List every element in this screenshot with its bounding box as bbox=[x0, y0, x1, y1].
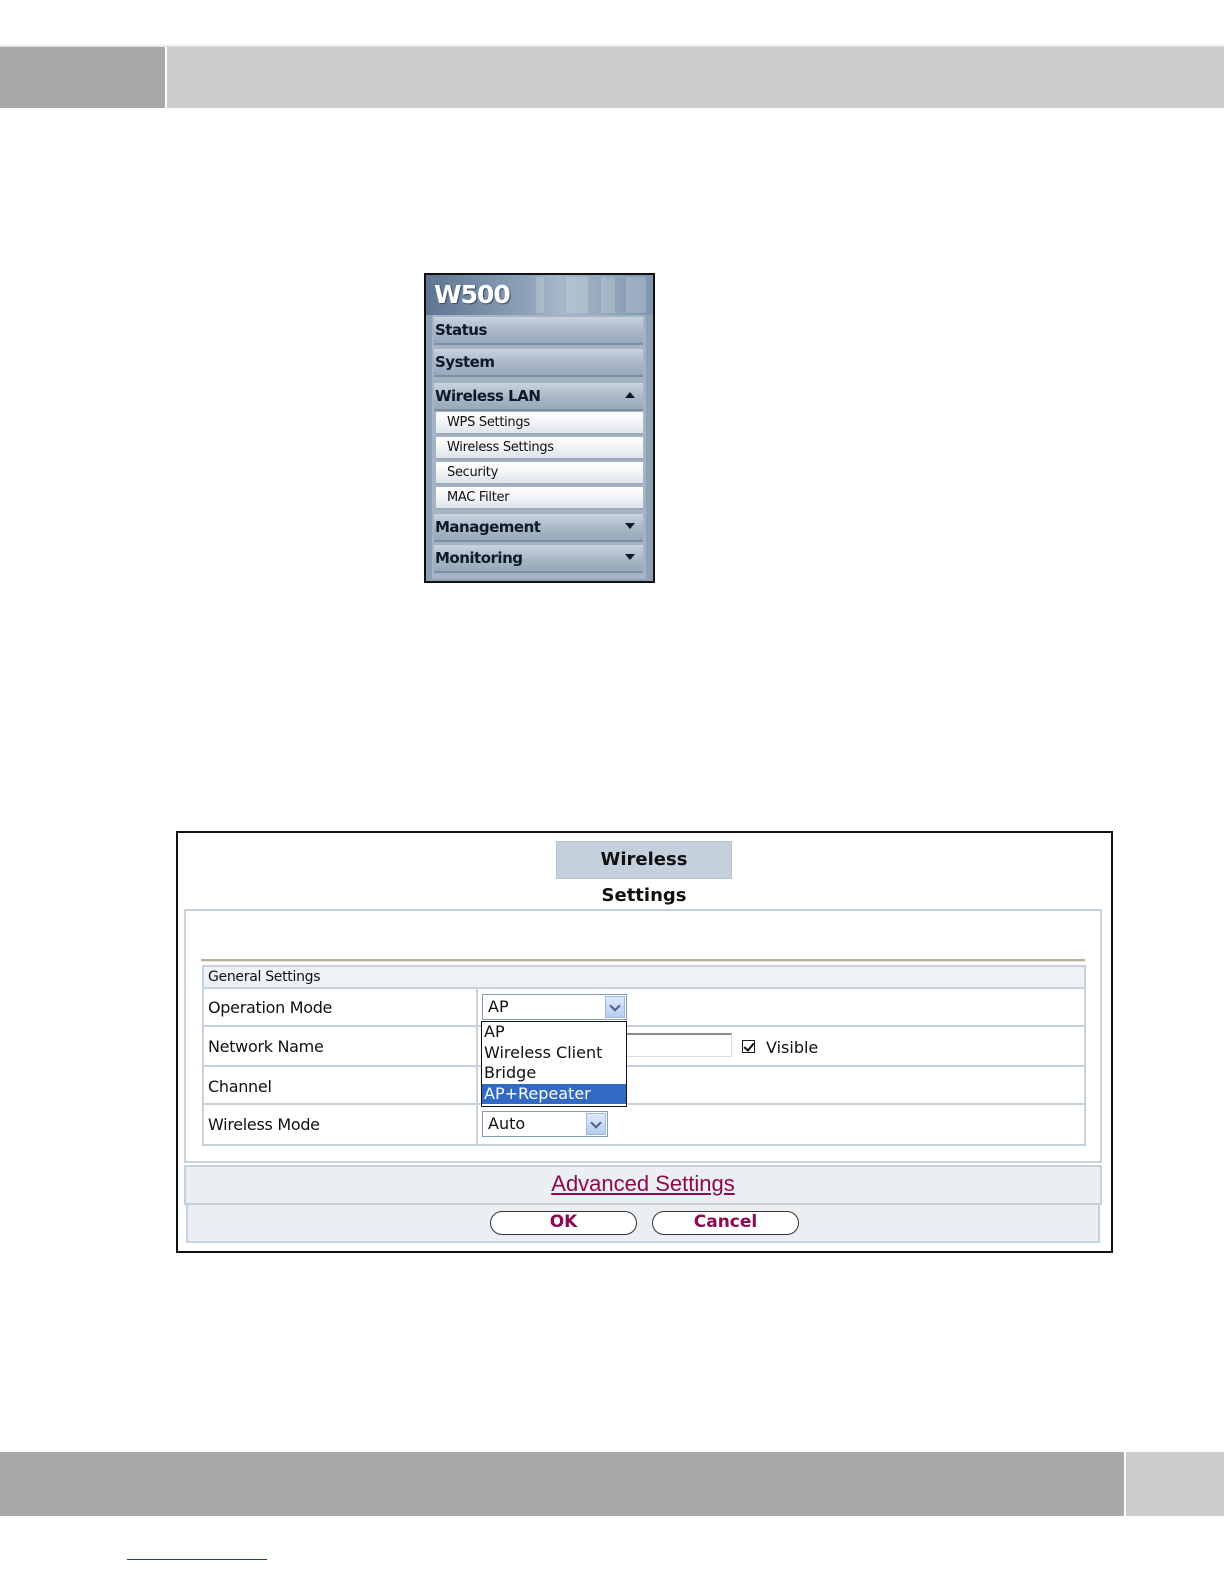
menu-item-label: Wireless LAN bbox=[435, 387, 541, 405]
menu-item-label: System bbox=[435, 353, 495, 371]
table-row-wireless-mode bbox=[204, 1105, 1084, 1144]
wireless-mode-value: Auto bbox=[488, 1114, 526, 1133]
chevron-down-icon[interactable] bbox=[586, 1113, 606, 1135]
dropdown-option-bridge[interactable]: Bridge bbox=[484, 1063, 537, 1082]
product-logo: W500 bbox=[434, 280, 510, 309]
page-title: Wireless Settings bbox=[556, 841, 732, 879]
menu-item-management[interactable] bbox=[434, 514, 643, 542]
network-name-label: Network Name bbox=[208, 1037, 324, 1056]
expand-arrow-icon bbox=[625, 554, 635, 560]
section-header: General Settings bbox=[204, 967, 1084, 989]
advanced-settings-bar bbox=[184, 1165, 1102, 1205]
submenu-item-label: MAC Filter bbox=[447, 490, 510, 505]
menu-item-label: Management bbox=[435, 518, 541, 536]
operation-mode-label: Operation Mode bbox=[208, 998, 333, 1017]
menu-item-status[interactable] bbox=[434, 317, 643, 345]
table-row-operation-mode bbox=[204, 989, 1084, 1027]
navigation-menu-screenshot bbox=[424, 273, 655, 583]
cancel-button[interactable]: Cancel bbox=[652, 1211, 799, 1235]
operation-mode-dropdown-list bbox=[481, 1021, 627, 1107]
submenu-item-security[interactable] bbox=[436, 462, 643, 485]
wireless-settings-screenshot bbox=[176, 831, 1113, 1253]
channel-label: Channel bbox=[208, 1077, 272, 1096]
settings-panel bbox=[184, 909, 1102, 1163]
button-bar bbox=[186, 1205, 1100, 1243]
visible-label: Visible bbox=[766, 1038, 819, 1057]
wireless-mode-select[interactable] bbox=[482, 1111, 608, 1137]
wireless-mode-label: Wireless Mode bbox=[208, 1115, 320, 1134]
dropdown-option-wireless-client[interactable]: Wireless Client bbox=[484, 1042, 603, 1062]
submenu-item-label: Security bbox=[447, 465, 498, 480]
dropdown-option-ap[interactable]: AP bbox=[484, 1022, 505, 1041]
operation-mode-select[interactable] bbox=[482, 994, 627, 1020]
collapse-arrow-icon bbox=[625, 392, 635, 398]
divider bbox=[201, 959, 1085, 962]
footer-bar-right bbox=[1126, 1452, 1224, 1516]
menu-item-wireless-lan[interactable] bbox=[434, 383, 643, 411]
menu-item-label: Monitoring bbox=[435, 549, 523, 567]
header-bar-left bbox=[0, 47, 165, 108]
submenu-item-wps-settings[interactable] bbox=[436, 412, 643, 435]
menu-item-monitoring[interactable] bbox=[434, 545, 643, 573]
menu-item-label: Status bbox=[435, 321, 487, 339]
header-bar-right bbox=[167, 47, 1224, 108]
ok-button[interactable]: OK bbox=[490, 1211, 637, 1235]
chevron-down-icon[interactable] bbox=[605, 996, 625, 1018]
expand-arrow-icon bbox=[625, 523, 635, 529]
visible-checkbox[interactable] bbox=[742, 1040, 755, 1053]
advanced-settings-link[interactable]: Advanced Settings bbox=[551, 1171, 735, 1196]
submenu-item-mac-filter[interactable] bbox=[436, 487, 643, 510]
operation-mode-value: AP bbox=[488, 997, 509, 1016]
submenu-item-wireless-settings[interactable] bbox=[436, 437, 643, 460]
table-row-channel bbox=[204, 1067, 1084, 1105]
footer-bar-left bbox=[0, 1452, 1124, 1516]
menu-header bbox=[426, 275, 653, 315]
footer-rule bbox=[127, 1559, 267, 1560]
submenu-item-label: Wireless Settings bbox=[447, 440, 554, 455]
table-row-network-name bbox=[204, 1027, 1084, 1067]
submenu-item-label: WPS Settings bbox=[447, 415, 530, 430]
menu-item-system[interactable] bbox=[434, 349, 643, 377]
dropdown-option-ap-repeater[interactable]: AP+Repeater bbox=[482, 1084, 626, 1105]
general-settings-table bbox=[202, 965, 1086, 1146]
